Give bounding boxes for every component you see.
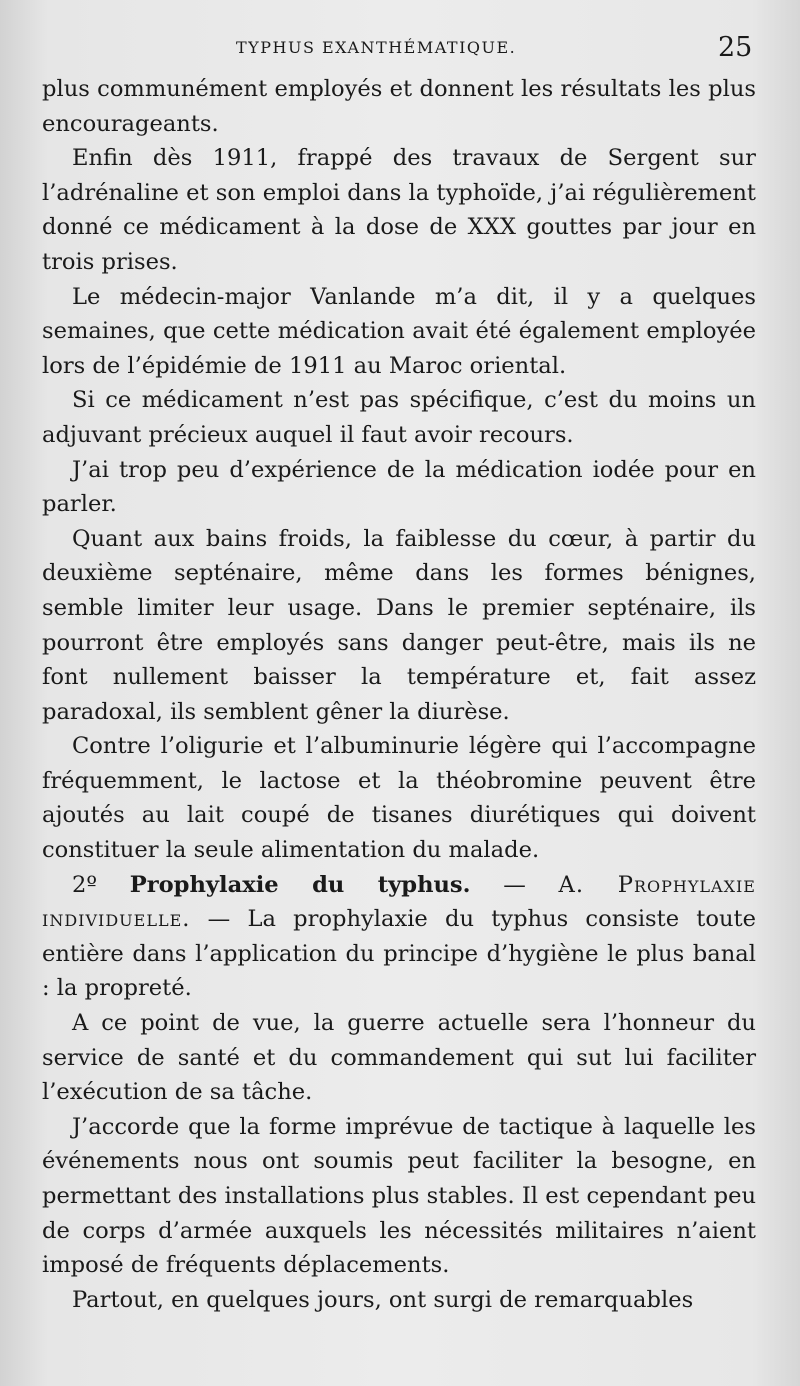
paragraph: J’accorde que la forme imprévue de tactique à laquelle les événements nous ont soumis peut faciliter la besogne, en permettant des installations plus stables. Il est cependant peu de corps d’armée auxquels les nécessités militaires n’aient imposé de fréquents déplacements. xyxy=(42,1113,756,1279)
section-text: — La prophylaxie du typhus consiste toute entière dans l’application du principe d’hygiène le plus banal : la propreté. xyxy=(42,906,756,1002)
paragraph: Enfin dès 1911, frappé des travaux de Sergent sur l’adrénaline et son emploi dans la typhoïde, j’ai régulièrement donné ce médicament à la dose de XXX gouttes par jour en trois prises. xyxy=(42,145,756,275)
paragraph: plus communément employés et donnent les résultats les plus encourageants. xyxy=(42,76,756,137)
section-paragraph xyxy=(42,868,756,1006)
paragraph: J’ai trop peu d’expérience de la médication iodée pour en parler. xyxy=(42,456,756,518)
paragraph: Partout, en quelques jours, ont surgi de remarquables xyxy=(72,1286,694,1313)
paragraph: A ce point de vue, la guerre actuelle sera l’honneur du service de santé et du commandement qui sut lui faciliter l’exécution de sa tâche. xyxy=(42,1010,756,1106)
paragraph: Contre l’oligurie et l’albuminurie légère qui l’accompagne fréquemment, le lactose et la théobromine peuvent être ajoutés au lait coupé de tisanes diurétiques qui doivent constituer la seule alimentation du malade. xyxy=(42,733,756,864)
section-number: 2º xyxy=(72,871,97,898)
running-title: TYPHUS EXANTHÉMATIQUE. xyxy=(236,38,517,57)
page-header xyxy=(0,32,800,68)
subsection-title: A. Prophylaxie individuelle. xyxy=(42,871,756,933)
section-title: Prophylaxie du typhus. xyxy=(129,871,471,898)
paragraph: Quant aux bains froids, la faiblesse du cœur, à partir du deuxième septénaire, même dans les formes bénignes, semble limiter leur usage. Dans le premier septénaire, ils pourront être employés sans danger peut-être, mais ils ne font nullement baisser la température et, fait assez paradoxal, ils semblent gêner la diurèse. xyxy=(42,525,756,725)
page-number: 25 xyxy=(718,32,753,63)
section-dash: — xyxy=(503,871,526,898)
paragraph: Si ce médicament n’est pas spécifique, c’est du moins un adjuvant précieux auquel il faut avoir recours. xyxy=(42,387,756,448)
paragraph: Le médecin-major Vanlande m’a dit, il y a quelques semaines, que cette médication avait été également employée lors de l’épidémie de 1911 au Maroc oriental. xyxy=(42,283,756,379)
page-body xyxy=(42,72,756,1317)
